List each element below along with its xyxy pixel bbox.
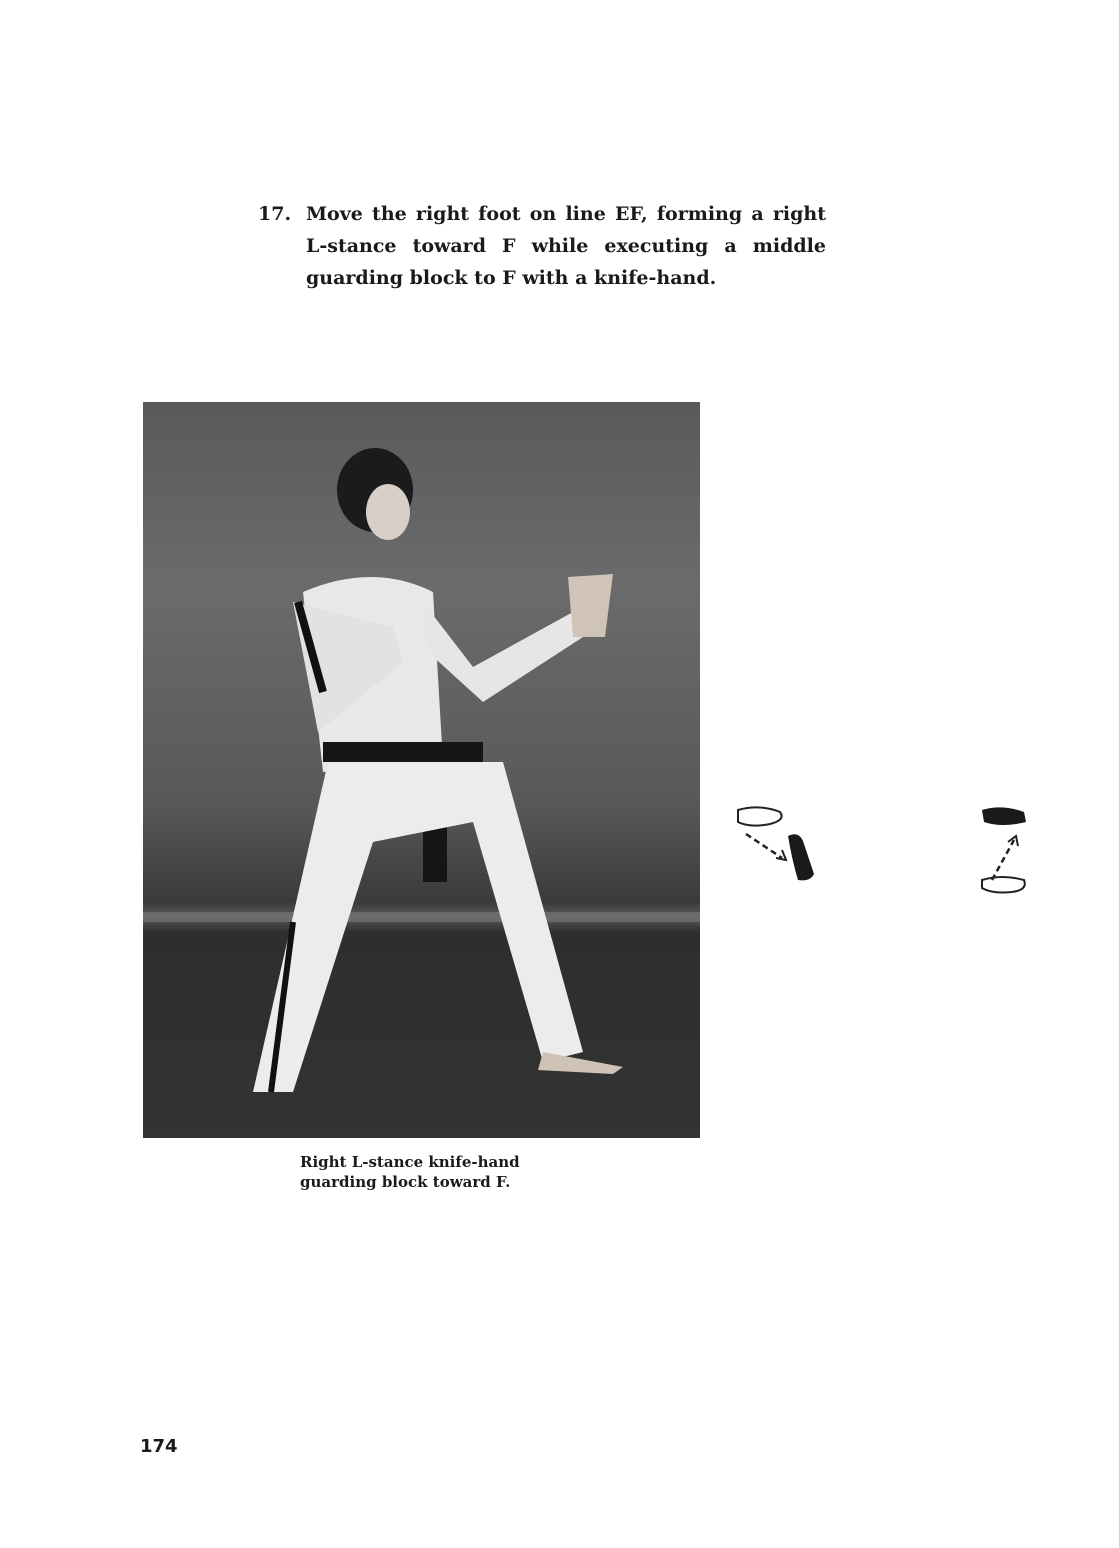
footprint-step-diagram-1	[730, 800, 820, 890]
caption-line-2: guarding block toward F.	[300, 1173, 511, 1191]
step-text: Move the right foot on line EF, forming a right L-stance toward F while executing a middle guarding block to F with a knife-hand.	[306, 203, 826, 289]
martial-artist-photo	[143, 402, 700, 1138]
step-instruction	[258, 198, 838, 294]
page-number: 174	[140, 1436, 178, 1457]
step-number: 17.	[258, 203, 292, 225]
photo-caption	[300, 1152, 520, 1192]
caption-line-1: Right L-stance knife-hand	[300, 1153, 520, 1171]
footprint-step-diagram-2	[972, 800, 1042, 900]
